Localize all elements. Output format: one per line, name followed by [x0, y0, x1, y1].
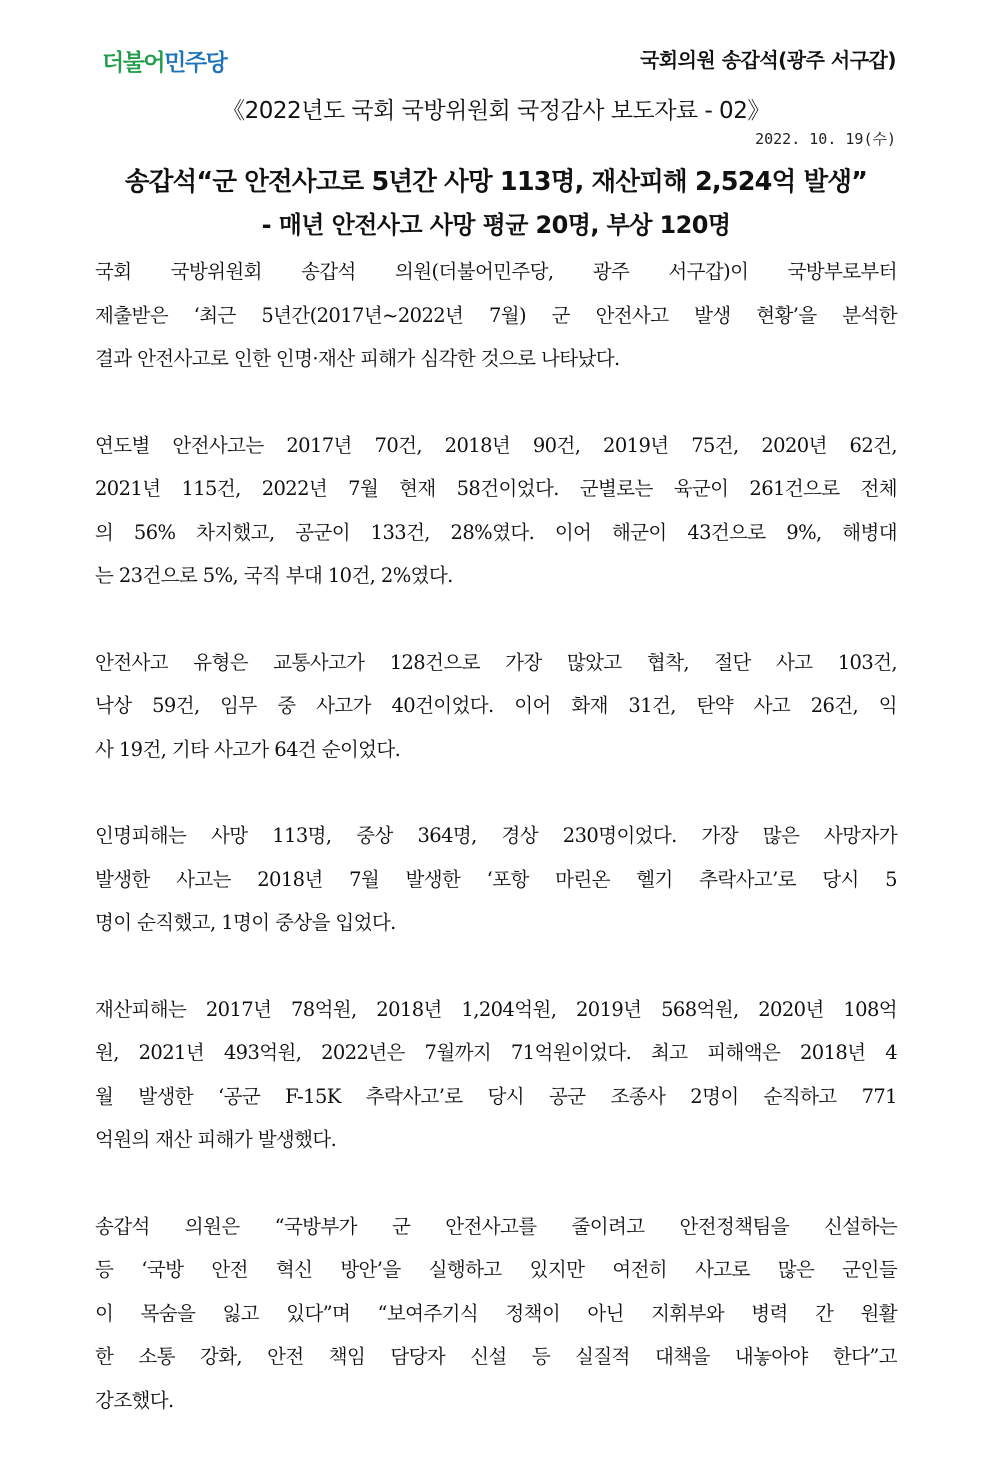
text-line: 명이 순직했고, 1명이 중상을 입었다.	[95, 911, 396, 934]
text-line: 강조했다.	[95, 1388, 174, 1412]
text-line: 월 발생한 ‘공군 F-15K 추락사고’로 당시 공군 조종사 2명이 순직하고 771	[95, 1084, 897, 1108]
party-logo	[102, 44, 226, 77]
article-body	[95, 250, 897, 1465]
paragraph-quote	[95, 1205, 897, 1423]
paragraph-property-damage	[95, 988, 897, 1162]
text-line: 원, 2021년 493억원, 2022년은 7월까지 71억원이었다. 최고 피해액은 2018년 4	[95, 1041, 897, 1064]
text-line: 안전사고 유형은 교통사고가 128건으로 가장 많았고 협착, 절단 사고 103건,	[95, 650, 897, 674]
paragraph-casualties	[95, 814, 897, 945]
logo-text-accent: 민주당	[164, 50, 227, 76]
paragraph-yearly-accidents	[95, 424, 897, 598]
text-line: 2021년 115건, 2022년 7월 현재 58건이었다. 군별로는 육군이 261건으로 전체	[95, 477, 897, 500]
text-line: 인명피해는 사망 113명, 중상 364명, 경상 230명이었다. 가장 많은 사망자가	[95, 824, 897, 847]
text-line: 송갑석 의원은 “국방부가 군 안전사고를 줄이려고 안전정책팀을 신설하는	[95, 1214, 897, 1238]
text-line: 결과 안전사고로 인한 인명·재산 피해가 심각한 것으로 나타났다.	[95, 347, 620, 370]
text-line: 이 목숨을 잃고 있다”며 “보여주기식 정책이 아닌 지휘부와 병력 간 원활	[95, 1301, 897, 1325]
subheadline: - 매년 안전사고 사망 평균 20명, 부상 120명	[261, 211, 731, 239]
member-name: 국회의원 송갑석(광주 서구갑)	[639, 48, 896, 72]
series-title: 《2022년도 국회 국방위원회 국정감사 보도자료 - 02》	[222, 98, 770, 124]
release-date: 2022. 10. 19(수)	[755, 130, 896, 148]
text-line: 는 23건으로 5%, 국직 부대 10건, 2%였다.	[95, 564, 453, 587]
text-line: 억원의 재산 피해가 발생했다.	[95, 1128, 337, 1151]
text-line: 재산피해는 2017년 78억원, 2018년 1,204억원, 2019년 568억원, 2020년 108억	[95, 997, 897, 1021]
text-line: 발생한 사고는 2018년 7월 발생한 ‘포항 마린온 헬기 추락사고’로 당시 5	[95, 867, 897, 891]
paragraph-accident-types	[95, 641, 897, 772]
text-line: 국회 국방위원회 송갑석 의원(더불어민주당, 광주 서구갑)이 국방부로부터	[95, 260, 897, 283]
headline: 송갑석“군 안전사고로 5년간 사망 113명, 재산피해 2,524억 발생”	[124, 167, 868, 197]
text-line: 연도별 안전사고는 2017년 70건, 2018년 90건, 2019년 75건, 2020년 62건,	[95, 433, 897, 457]
text-line: 의 56% 차지했고, 공군이 133건, 28%였다. 이어 해군이 43건으로 9%, 해병대	[95, 520, 897, 544]
text-line: 등 ‘국방 안전 혁신 방안’을 실행하고 있지만 여전히 사고로 많은 군인들	[95, 1258, 897, 1281]
logo-text-primary: 더불어	[102, 50, 165, 76]
text-line: 한 소통 강화, 안전 책임 담당자 신설 등 실질적 대책을 내놓아야 한다”고	[95, 1345, 897, 1368]
text-line: 낙상 59건, 임무 중 사고가 40건이었다. 이어 화재 31건, 탄약 사고 26건, 익	[95, 694, 897, 717]
text-line: 제출받은 ‘최근 5년간(2017년~2022년 7월) 군 안전사고 발생 현황’을 분석한	[95, 303, 897, 327]
text-line: 사 19건, 기타 사고가 64건 순이었다.	[95, 737, 401, 761]
paragraph-intro	[95, 250, 897, 381]
